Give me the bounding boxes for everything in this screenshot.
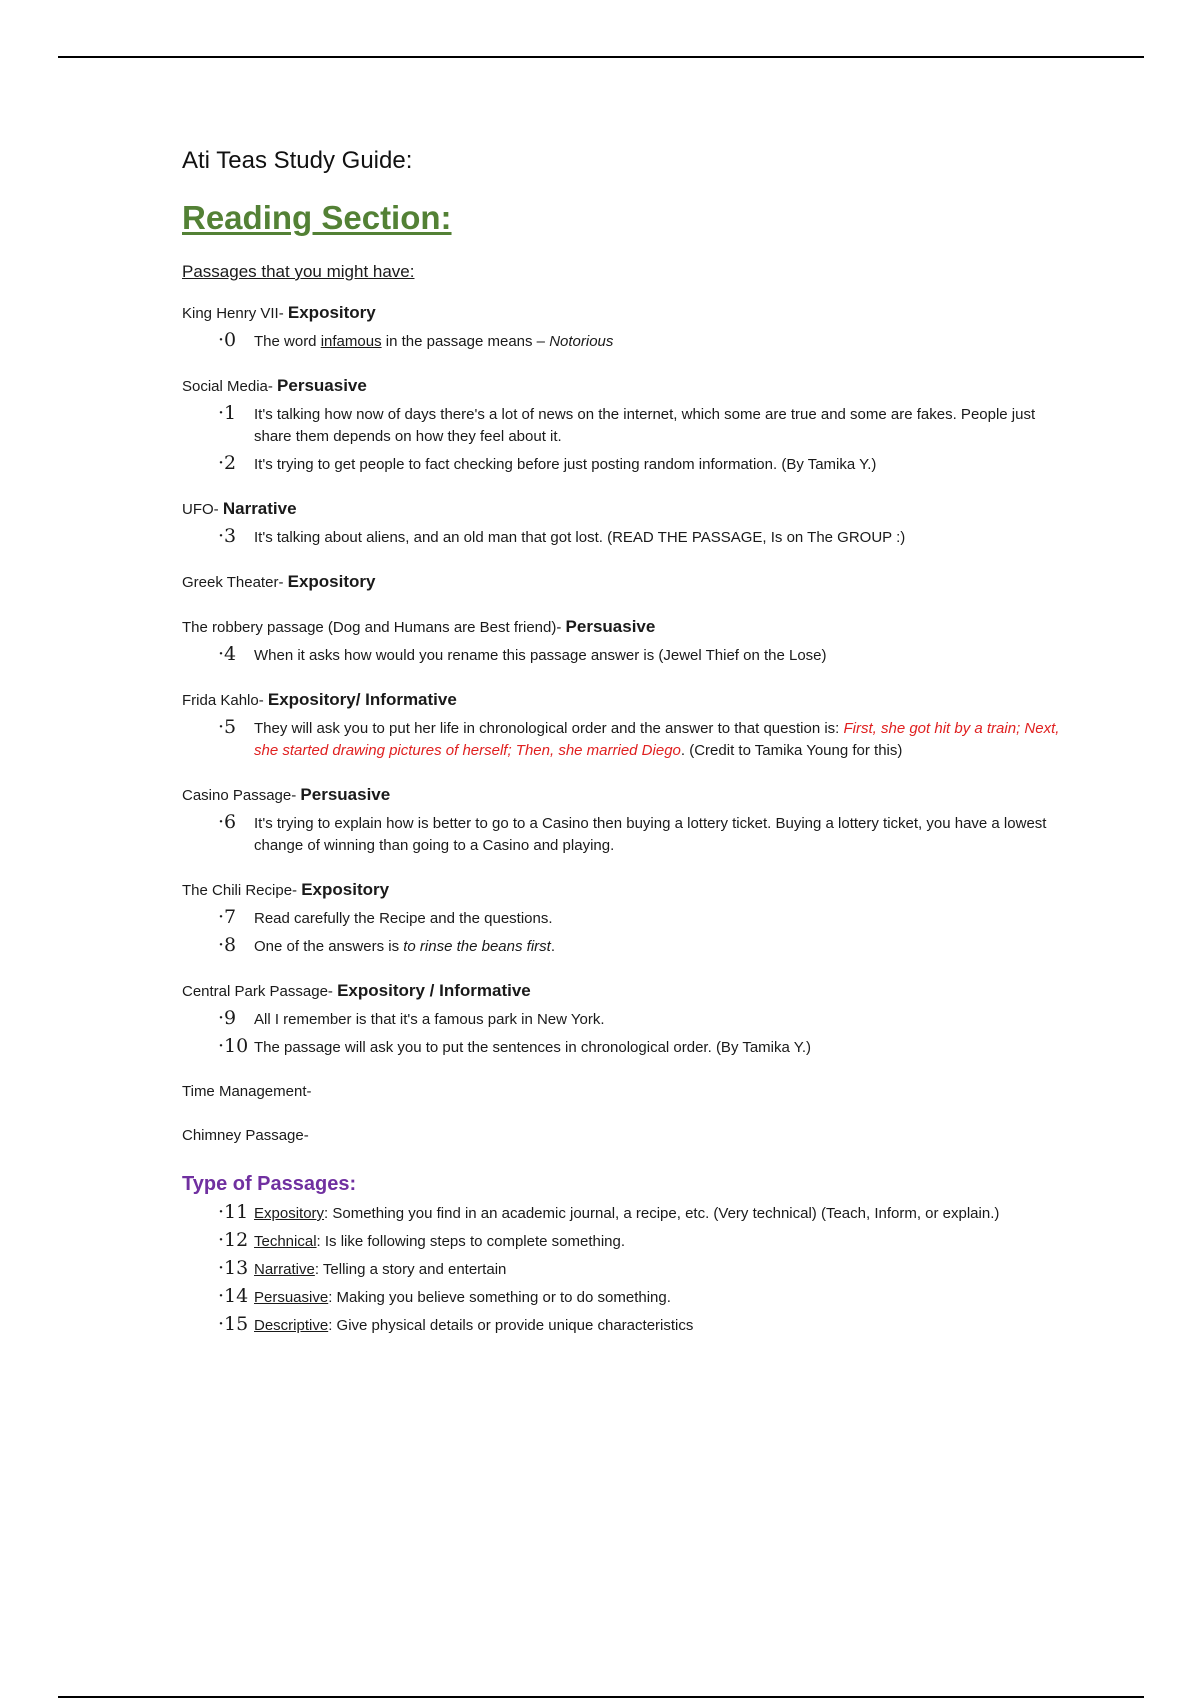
list-item: ·3 It's talking about aliens, and an old man that got lost. (READ THE PASSAGE, Is on The GROUP :): [218, 525, 906, 547]
passage-type: Expository: [287, 572, 376, 591]
list-item: ·5 They will ask you to put her life in chronological order and the answer to that question is: First, she got hit by a train; Next, she started drawing pictures of herself; Then, she married Diego. (Credit to Tamika Young for this): [218, 716, 1060, 759]
passage-heading: [182, 980, 1062, 1003]
passage-name: UFO-: [182, 501, 219, 518]
list-item: ·9 All I remember is that it's a famous park in New York.: [218, 1007, 605, 1029]
passage-name: Central Park Passage-: [182, 983, 333, 1000]
passage-type: Persuasive: [565, 617, 656, 636]
bottom-rule: [58, 1696, 1144, 1698]
list-item: ·4 When it asks how would you rename this passage answer is (Jewel Thief on the Lose): [218, 643, 827, 665]
bullet-list: [182, 527, 1062, 549]
passage-type: Expository / Informative: [337, 981, 531, 1000]
passage-heading: [182, 375, 1062, 398]
bullet-list: [182, 718, 1062, 762]
type-term: Descriptive: [254, 1317, 329, 1334]
passage-name: King Henry VII-: [182, 305, 284, 322]
bullet-number: ·9: [218, 1007, 237, 1029]
bullet-number: ·12: [218, 1229, 249, 1251]
passage-greek-theater: [182, 571, 1062, 594]
bullet-number: ·15: [218, 1313, 249, 1335]
type-term: Persuasive: [254, 1289, 329, 1306]
list-item: ·10 The passage will ask you to put the sentences in chronological order. (By Tamika Y.): [218, 1035, 811, 1057]
bullet-number: ·7: [218, 906, 237, 928]
list-item: ·0 The word infamous in the passage means – Notorious: [218, 329, 614, 351]
passage-casino: [182, 784, 1062, 857]
list-item: ·7 Read carefully the Recipe and the questions.: [218, 906, 553, 928]
bullet-number: ·10: [218, 1035, 249, 1057]
bullet-list: [182, 908, 1062, 958]
passage-social-media: [182, 375, 1062, 476]
passage-king-henry: [182, 302, 1062, 353]
passage-heading: [182, 1125, 1062, 1147]
passage-type: Expository: [301, 880, 390, 899]
bullet-list: [182, 404, 1062, 476]
list-item: ·14 Persuasive: Making you believe something or to do something.: [218, 1285, 671, 1307]
list-item: ·8 One of the answers is to rinse the beans first.: [218, 934, 555, 956]
bullet-number: ·5: [218, 716, 237, 738]
bullet-number: ·0: [218, 329, 237, 351]
bullet-number: ·3: [218, 525, 237, 547]
bullet-number: ·8: [218, 934, 237, 956]
types-of-passages-heading: Type of Passages:: [182, 1173, 357, 1195]
bullet-number: ·2: [218, 452, 237, 474]
passage-time-management: [182, 1081, 1062, 1103]
types-list: [182, 1203, 1062, 1337]
bullet-number: ·1: [218, 402, 237, 424]
bullet-number: ·6: [218, 811, 237, 833]
bullet-list: [182, 645, 1062, 667]
passage-name: Social Media-: [182, 378, 273, 395]
passage-type: Expository: [287, 303, 376, 322]
passage-robbery: [182, 616, 1062, 667]
top-rule: [58, 56, 1144, 58]
passage-chimney: [182, 1125, 1062, 1147]
passage-name: Frida Kahlo-: [182, 692, 264, 709]
passage-heading: [182, 571, 1062, 594]
list-item: ·6 It's trying to explain how is better to go to a Casino then buying a lottery ticket. Buying a lottery ticket, you have a lowest change of winning than going to a Casino and playing.: [218, 811, 1047, 854]
bullet-list: [182, 1009, 1062, 1059]
type-term: Technical: [254, 1233, 317, 1250]
passage-name: The robbery passage (Dog and Humans are Best friend)-: [182, 619, 562, 636]
passage-type: Expository/ Informative: [267, 690, 457, 709]
passage-chili-recipe: [182, 879, 1062, 958]
highlighted-answer: First, she got hit by a train; Next, she started drawing pictures of herself; Then, she married Diego: [254, 720, 1060, 759]
passage-ufo: [182, 498, 1062, 549]
bullet-number: ·11: [218, 1201, 249, 1223]
bullet-list: [182, 331, 1062, 353]
list-item: ·1 It's talking how now of days there's a lot of news on the internet, which some are true and some are fakes. People just share them depends on how they feel about it.: [218, 402, 1036, 445]
type-term: Expository: [254, 1205, 325, 1222]
list-item: ·13 Narrative: Telling a story and entertain: [218, 1257, 507, 1279]
passages-intro: Passages that you might have:: [182, 262, 415, 281]
passage-name: Greek Theater-: [182, 574, 284, 591]
reading-section-heading: Reading Section:: [182, 199, 452, 236]
list-item: ·11 Expository: Something you find in an academic journal, a recipe, etc. (Very technical) (Teach, Inform, or explain.): [218, 1201, 1000, 1223]
passage-frida-kahlo: [182, 689, 1062, 762]
passage-name: Time Management-: [182, 1083, 312, 1100]
passage-name: Chimney Passage-: [182, 1127, 309, 1144]
passage-type: Persuasive: [277, 376, 367, 395]
passage-heading: [182, 1081, 1062, 1103]
passage-heading: [182, 616, 1062, 639]
bullet-number: ·4: [218, 643, 237, 665]
passage-heading: [182, 784, 1062, 807]
bullet-number: ·13: [218, 1257, 249, 1279]
passage-type: Narrative: [222, 499, 297, 518]
bullet-number: ·14: [218, 1285, 249, 1307]
passage-heading: [182, 879, 1062, 902]
type-term: Narrative: [254, 1261, 315, 1278]
list-item: ·2 It's trying to get people to fact checking before just posting random information. (By Tamika Y.): [218, 452, 877, 474]
passage-name: The Chili Recipe-: [182, 882, 298, 899]
bullet-list: [182, 813, 1062, 857]
list-item: ·15 Descriptive: Give physical details or provide unique characteristics: [218, 1313, 694, 1335]
passage-name: Casino Passage-: [182, 787, 297, 804]
list-item: ·12 Technical: Is like following steps to complete something.: [218, 1229, 626, 1251]
document-title: Ati Teas Study Guide:: [182, 147, 413, 174]
passage-heading: [182, 689, 1062, 712]
passage-heading: [182, 498, 1062, 521]
passage-central-park: [182, 980, 1062, 1059]
document-body: [182, 146, 1062, 1343]
passage-heading: [182, 302, 1062, 325]
passage-type: Persuasive: [300, 785, 391, 804]
